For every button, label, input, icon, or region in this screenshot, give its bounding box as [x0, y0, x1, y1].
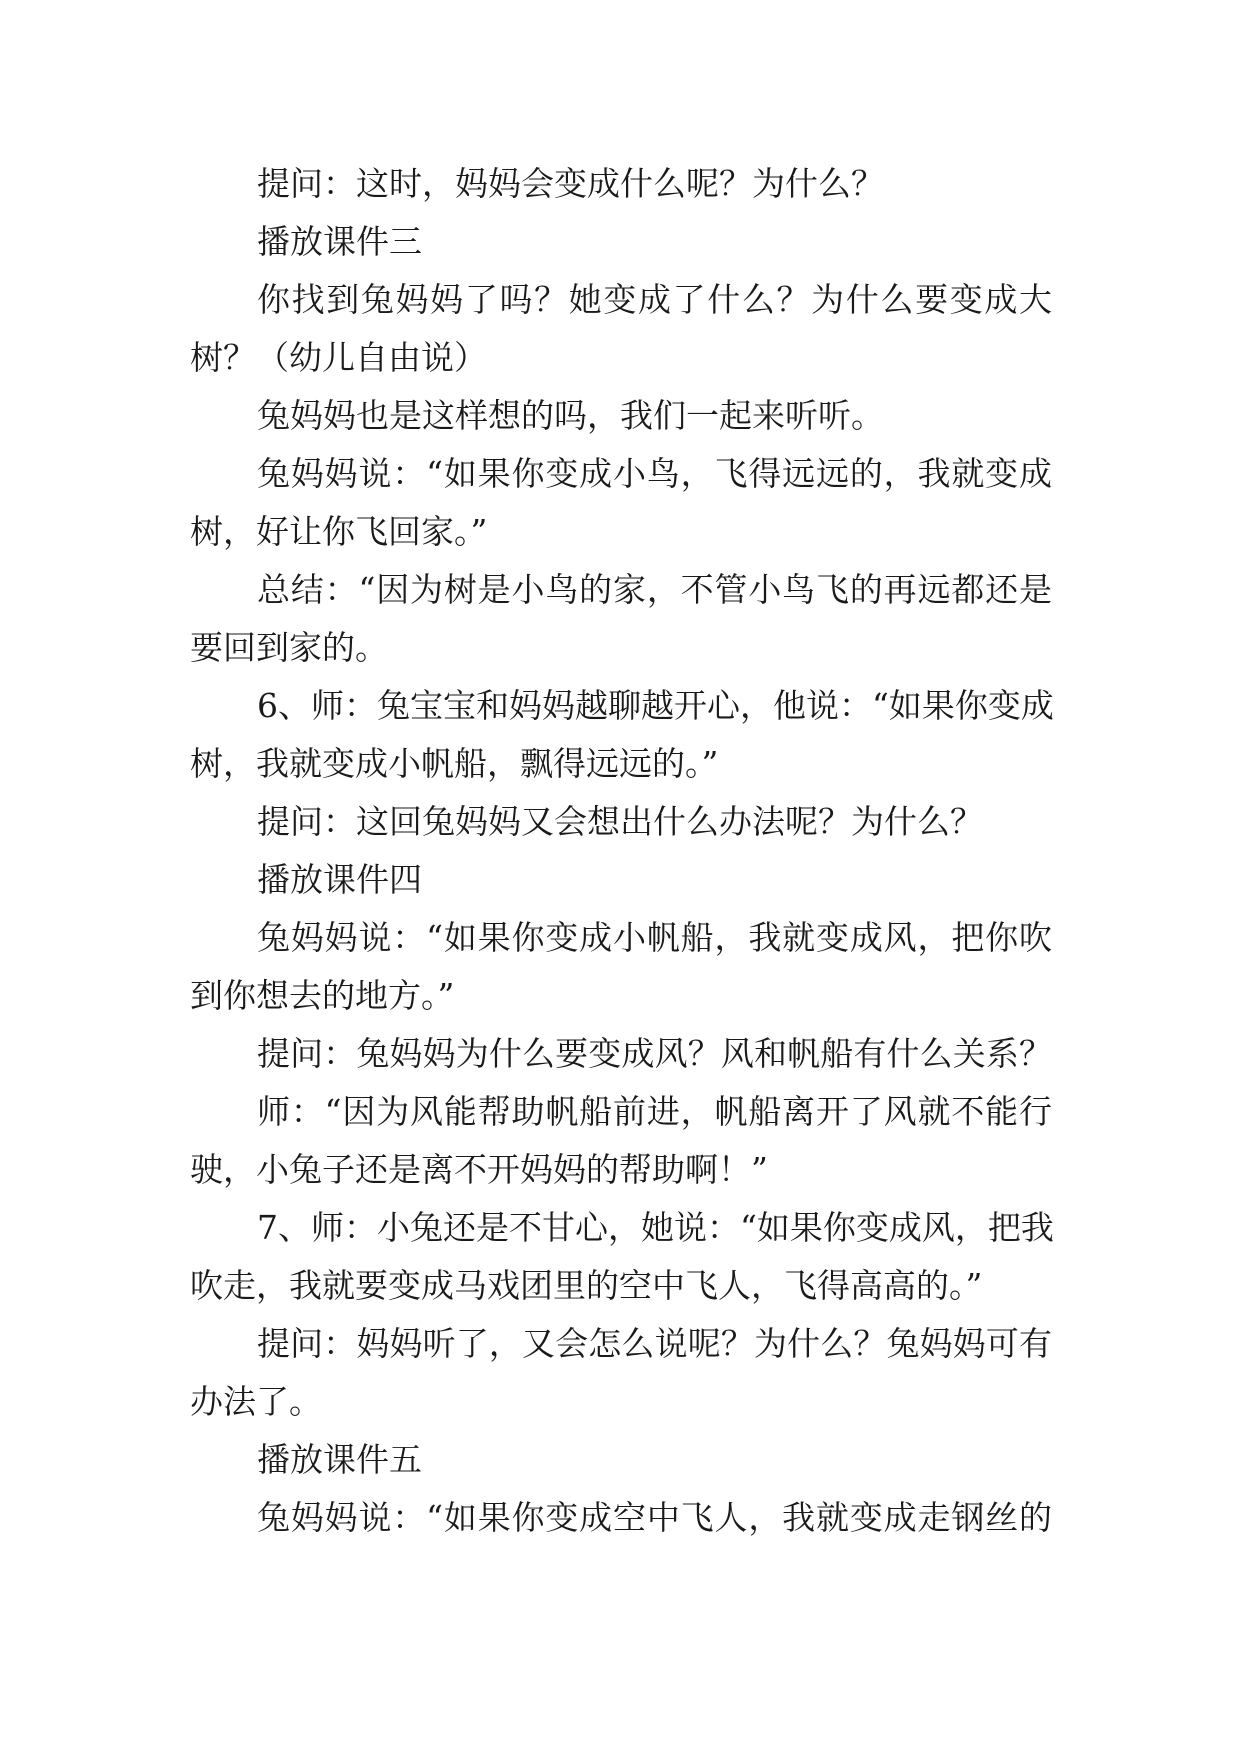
text-line: 播放课件三 — [257, 222, 422, 261]
text-line: 7、师：小兔还是不甘心，她说：“如果你变成风，把我 — [257, 1208, 1054, 1247]
text-line: 总结：“因为树是小鸟的家，不管小鸟飞的再远都还是 — [257, 570, 1052, 609]
text-line: 播放课件五 — [257, 1440, 422, 1479]
text-line: 播放课件四 — [257, 860, 422, 899]
text-line: 6、师：兔宝宝和妈妈越聊越开心，他说：“如果你变成 — [257, 686, 1054, 725]
text-line: 驶，小兔子还是离不开妈妈的帮助啊！” — [190, 1150, 768, 1189]
text-line: 树，我就变成小帆船，飘得远远的。” — [190, 744, 719, 783]
text-line: 吹走，我就要变成马戏团里的空中飞人，飞得高高的。” — [190, 1266, 983, 1305]
text-line: 你找到兔妈妈了吗？她变成了什么？为什么要变成大 — [257, 280, 1052, 319]
text-line: 提问：妈妈听了，又会怎么说呢？为什么？兔妈妈可有 — [257, 1324, 1052, 1363]
text-line: 兔妈妈说：“如果你变成小帆船，我就变成风，把你吹 — [257, 918, 1052, 957]
text-line: 要回到家的。 — [190, 628, 388, 667]
text-line: 提问：兔妈妈为什么要变成风？风和帆船有什么关系？ — [257, 1034, 1052, 1073]
text-line: 提问：这回兔妈妈又会想出什么办法呢？为什么？ — [257, 802, 983, 841]
text-line: 树？（幼儿自由说） — [190, 338, 487, 377]
text-line: 提问：这时，妈妈会变成什么呢？为什么？ — [257, 164, 884, 203]
text-line: 兔妈妈也是这样想的吗，我们一起来听听。 — [257, 396, 884, 435]
text-line: 兔妈妈说：“如果你变成空中飞人，我就变成走钢丝的 — [257, 1498, 1052, 1537]
text-line: 师：“因为风能帮助帆船前进，帆船离开了风就不能行 — [257, 1092, 1052, 1131]
text-line: 到你想去的地方。” — [190, 976, 455, 1015]
text-line: 办法了。 — [190, 1382, 322, 1421]
text-line: 兔妈妈说：“如果你变成小鸟，飞得远远的，我就变成 — [257, 454, 1052, 493]
text-line: 树，好让你飞回家。” — [190, 512, 488, 551]
